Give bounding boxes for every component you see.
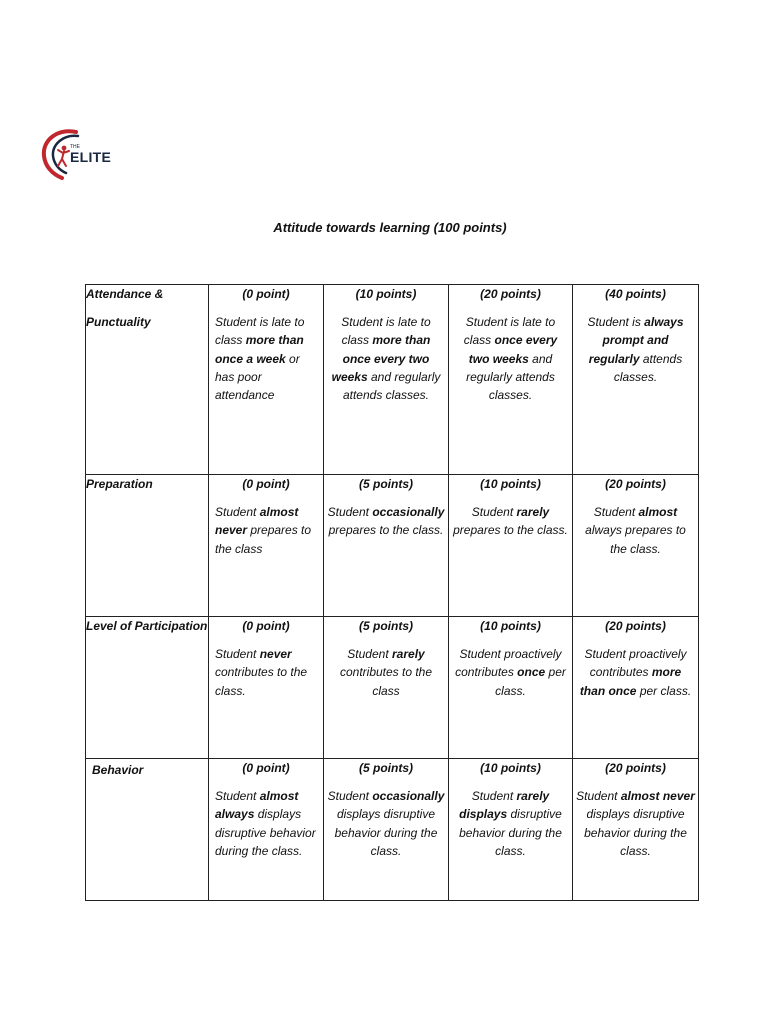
criterion-label: Behavior	[92, 763, 144, 777]
points-label: (0 point)	[242, 761, 290, 775]
criterion-cell	[86, 617, 209, 759]
description: Student occasionally displays disruptive behavior during the class.	[327, 789, 445, 858]
elite-logo	[40, 126, 112, 184]
rubric-table	[85, 284, 699, 901]
rubric-row-preparation	[86, 475, 699, 617]
description: Student proactively contributes once per class.	[455, 647, 566, 698]
score-cell	[324, 285, 449, 475]
points-label: (0 point)	[242, 477, 290, 491]
criterion-cell	[86, 285, 209, 475]
points-label: (5 points)	[359, 477, 413, 491]
score-cell	[449, 285, 573, 475]
score-cell	[573, 475, 699, 617]
rubric-row-behavior	[86, 759, 699, 901]
criterion-cell	[86, 759, 209, 901]
score-cell	[209, 759, 324, 901]
description: Student rarely displays disruptive behavior during the class.	[459, 789, 562, 858]
points-label: (5 points)	[359, 761, 413, 775]
criterion-cell	[86, 475, 209, 617]
score-cell	[573, 285, 699, 475]
score-cell	[209, 475, 324, 617]
description: Student is always prompt and regularly attends classes.	[587, 315, 684, 384]
points-label: (10 points)	[355, 287, 417, 301]
description: Student rarely prepares to the class.	[453, 505, 568, 538]
description: Student rarely contributes to the class	[339, 647, 433, 698]
points-label: (0 point)	[242, 287, 290, 301]
score-cell	[324, 759, 449, 901]
points-label: (20 points)	[605, 477, 666, 491]
points-label: (5 points)	[359, 619, 413, 633]
score-cell	[449, 475, 573, 617]
description: Student never contributes to the class.	[215, 647, 308, 698]
description: Student is late to class more than once a week or has poor attendance	[215, 315, 305, 403]
points-label: (10 points)	[480, 619, 541, 633]
score-cell	[209, 285, 324, 475]
criterion-label: Level of Participation	[86, 619, 208, 633]
score-cell	[449, 617, 573, 759]
points-label: (40 points)	[605, 287, 666, 301]
logo-text: ELITE	[70, 149, 112, 165]
description: Student almost always prepares to the class.	[585, 505, 686, 556]
points-label: (20 points)	[480, 287, 541, 301]
description: Student almost never prepares to the class	[215, 505, 312, 556]
points-label: (10 points)	[480, 477, 541, 491]
logo-small-text: THE	[70, 144, 80, 150]
rubric-row-attendance	[86, 285, 699, 475]
description: Student proactively contributes more than once per class.	[579, 647, 692, 698]
points-label: (10 points)	[480, 761, 541, 775]
score-cell	[209, 617, 324, 759]
rubric-row-participation	[86, 617, 699, 759]
page-title: Attitude towards learning (100 points)	[273, 220, 507, 235]
score-cell	[573, 617, 699, 759]
points-label: (20 points)	[605, 619, 666, 633]
description: Student is late to class once every two weeks and regularly attends classes.	[463, 315, 558, 403]
description: Student almost always displays disruptive behavior during the class.	[215, 789, 316, 858]
criterion-label-line2: Punctuality	[86, 315, 151, 330]
score-cell	[573, 759, 699, 901]
points-label: (0 point)	[242, 619, 290, 633]
score-cell	[324, 617, 449, 759]
score-cell	[324, 475, 449, 617]
criterion-label: Attendance &	[86, 287, 164, 301]
criterion-label: Preparation	[86, 477, 153, 491]
description: Student almost never displays disruptive behavior during the class.	[576, 789, 695, 858]
points-label: (20 points)	[605, 761, 666, 775]
score-cell	[449, 759, 573, 901]
description: Student is late to class more than once every two weeks and regularly attends classes.	[331, 315, 441, 403]
description: Student occasionally prepares to the class.	[327, 505, 445, 538]
